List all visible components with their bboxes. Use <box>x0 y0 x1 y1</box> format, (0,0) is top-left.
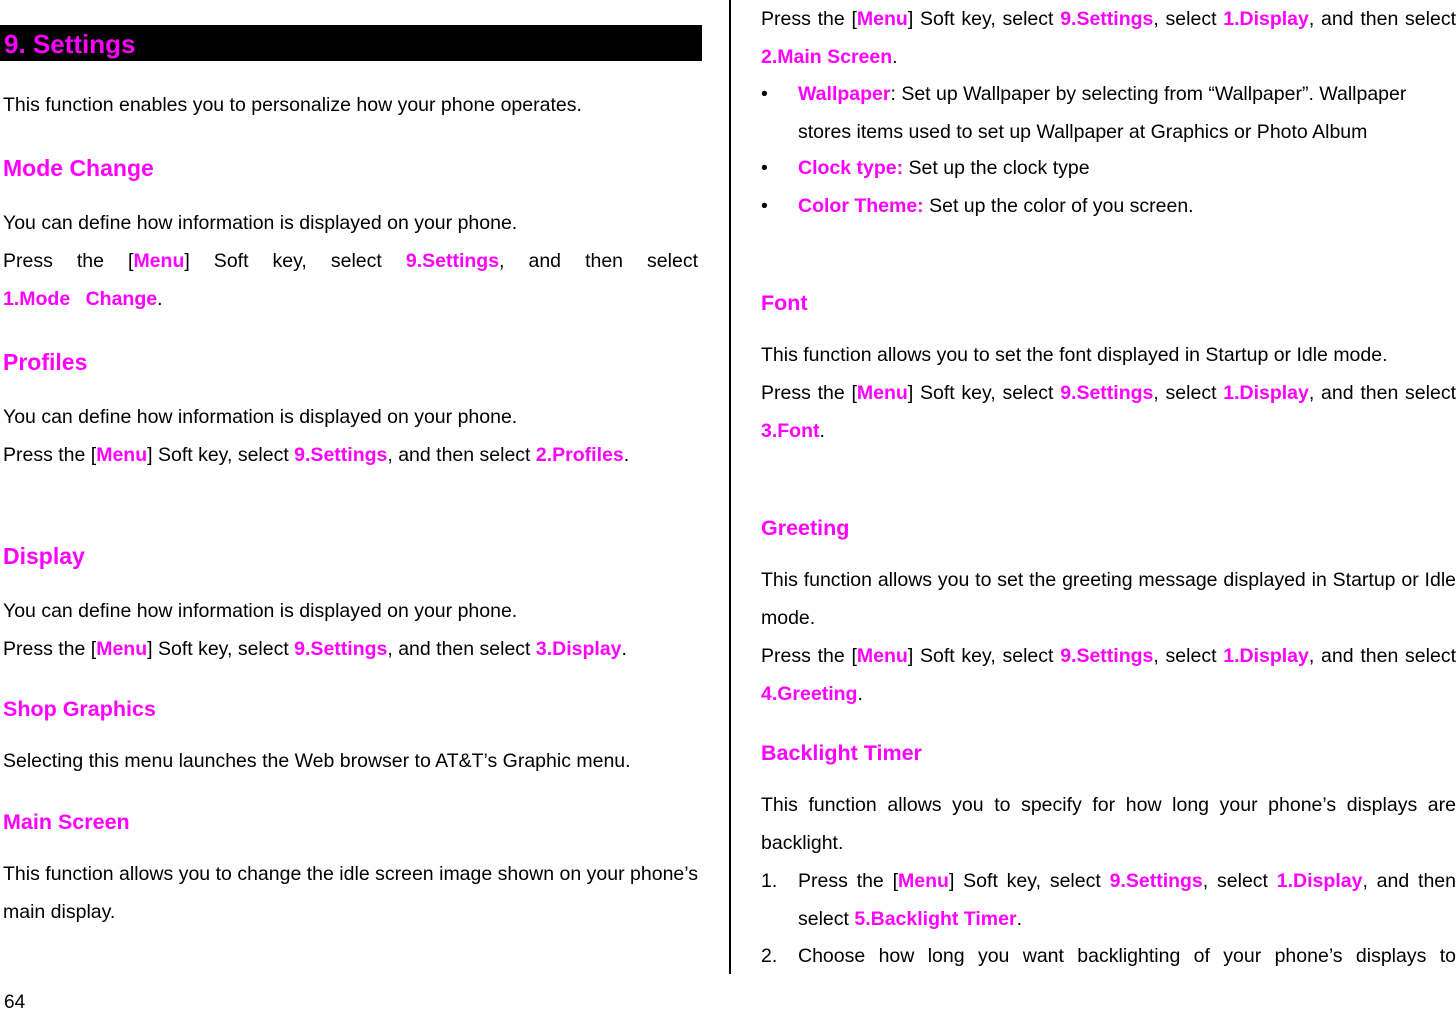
greeting-desc: This function allows you to set the greeting message displayed in Startup or Idle mode. <box>761 569 1456 629</box>
main-screen-instruction: Press the [Menu] Soft key, select 9.Settings, select 1.Display, and then select 2.Main Screen. <box>761 8 1456 68</box>
list-item: 2. Choose how long you want backlighting of your phone’s displays to <box>761 945 1456 967</box>
main-screen-desc: This function allows you to change the idle screen image shown on your phone’s main display. <box>3 863 698 923</box>
heading-font: Font <box>761 291 808 315</box>
bullet-icon: • <box>761 195 768 217</box>
bullet-icon: • <box>761 157 768 179</box>
column-divider <box>729 0 731 974</box>
list-item: • Clock type: Set up the clock type <box>761 149 1456 187</box>
heading-greeting: Greeting <box>761 516 850 540</box>
greeting-instruction: Press the [Menu] Soft key, select 9.Settings, select 1.Display, and then select 4.Greeting. <box>761 645 1456 705</box>
heading-backlight-timer: Backlight Timer <box>761 741 922 765</box>
display-instruction: Press the [Menu] Soft key, select 9.Settings, and then select 3.Display. <box>3 638 627 660</box>
heading-mode-change: Mode Change <box>3 155 154 181</box>
heading-display: Display <box>3 543 85 569</box>
list-item: • Color Theme: Set up the color of you screen. <box>761 187 1456 225</box>
heading-main-screen: Main Screen <box>3 810 130 834</box>
profiles-desc: You can define how information is displayed on your phone. <box>3 406 518 428</box>
font-instruction: Press the [Menu] Soft key, select 9.Settings, select 1.Display, and then select 3.Font. <box>761 382 1456 442</box>
intro-text: This function enables you to personalize how your phone operates. <box>3 94 582 116</box>
menu-key: Menu <box>133 250 185 272</box>
backlight-desc: This function allows you to specify for how long your phone’s displays are backlight. <box>761 794 1456 854</box>
bullet-icon: • <box>761 83 768 105</box>
mode-change-instruction: Press the [Menu] Soft key, select 9.Settings, and then select 1.Mode Change. <box>3 250 698 310</box>
display-desc: You can define how information is displayed on your phone. <box>3 600 518 622</box>
font-desc: This function allows you to set the font displayed in Startup or Idle mode. <box>761 344 1388 366</box>
mode-change-desc: You can define how information is displayed on your phone. <box>3 212 518 234</box>
page-title: 9. Settings <box>0 25 702 61</box>
heading-profiles: Profiles <box>3 349 88 375</box>
shop-graphics-desc: Selecting this menu launches the Web browser to AT&T’s Graphic menu. <box>3 750 631 772</box>
list-item: • Wallpaper: Set up Wallpaper by selecting from “Wallpaper”. Wallpaper stores items used to set up Wallpaper at Graphics or Photo Album <box>761 75 1456 151</box>
heading-shop-graphics: Shop Graphics <box>3 697 156 721</box>
list-item: 1. Press the [Menu] Soft key, select 9.Settings, select 1.Display, and then select 5.Backlight Timer. <box>761 870 1456 930</box>
profiles-instruction: Press the [Menu] Soft key, select 9.Settings, and then select 2.Profiles. <box>3 444 630 466</box>
page-number: 64 <box>4 992 26 1013</box>
